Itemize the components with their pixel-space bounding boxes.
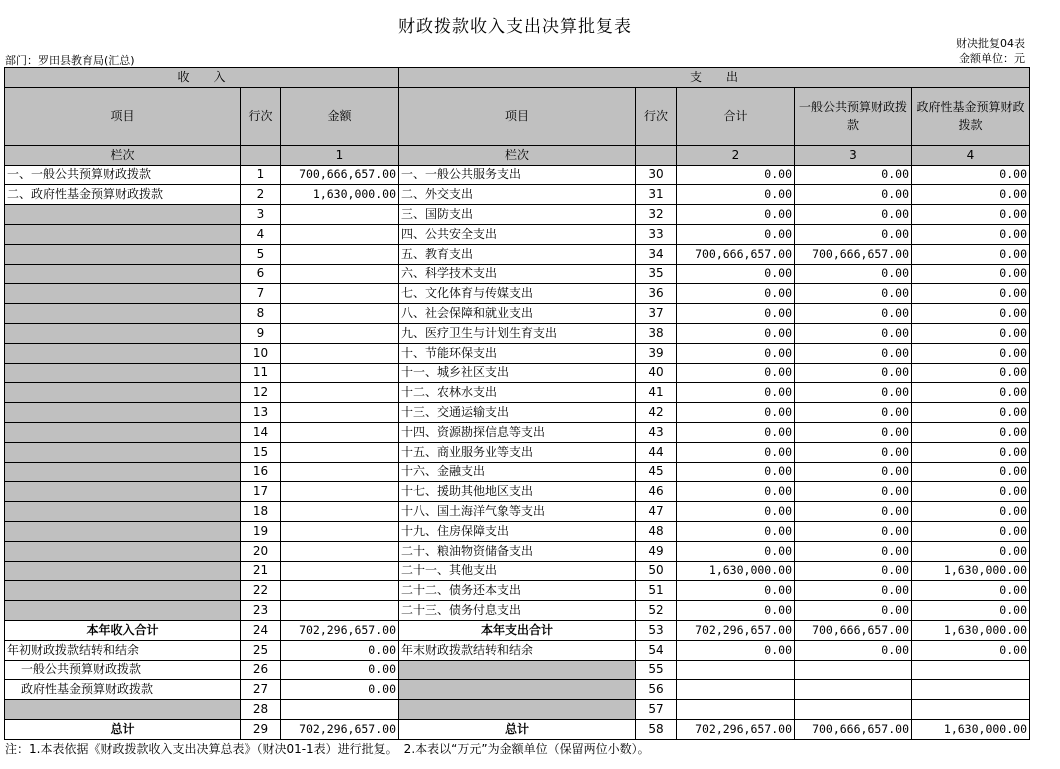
expense-fund-cell: 0.00	[912, 264, 1030, 284]
expense-row-no-cell: 43	[636, 422, 677, 442]
table-row	[5, 383, 1030, 403]
report-meta	[956, 36, 1025, 66]
expense-fund-cell: 0.00	[912, 363, 1030, 383]
income-row-no-cell: 6	[241, 264, 281, 284]
income-amount-cell	[281, 284, 399, 304]
expense-total-cell: 0.00	[677, 521, 795, 541]
expense-row-no-cell: 44	[636, 442, 677, 462]
expense-item-cell: 八、社会保障和就业支出	[399, 304, 636, 324]
expense-item-cell: 十九、住房保障支出	[399, 521, 636, 541]
table-row	[5, 363, 1030, 383]
expense-fund-cell: 0.00	[912, 502, 1030, 522]
income-item-cell	[5, 363, 241, 383]
expense-row-no-cell: 49	[636, 541, 677, 561]
income-row-no-cell: 25	[241, 640, 281, 660]
expense-fund-cell: 0.00	[912, 581, 1030, 601]
expense-total-cell: 1,630,000.00	[677, 561, 795, 581]
expense-fund-cell: 0.00	[912, 383, 1030, 403]
expense-item-cell: 十五、商业服务业等支出	[399, 442, 636, 462]
expense-row-no-cell: 58	[636, 719, 677, 739]
income-amount-cell	[281, 521, 399, 541]
expense-item-cell: 四、公共安全支出	[399, 224, 636, 244]
header-total: 合计	[677, 87, 795, 145]
income-item-cell	[5, 264, 241, 284]
expense-general-cell: 0.00	[795, 422, 912, 442]
column-index-label: 栏次	[5, 145, 241, 165]
form-code: 财决批复04表	[956, 37, 1025, 50]
table-row	[5, 205, 1030, 225]
expense-item-cell: 十四、资源勘探信息等支出	[399, 422, 636, 442]
expense-general-cell: 0.00	[795, 541, 912, 561]
expense-item-cell: 本年支出合计	[399, 620, 636, 640]
income-row-no-cell: 27	[241, 680, 281, 700]
expense-fund-cell: 0.00	[912, 185, 1030, 205]
expense-item-cell	[399, 660, 636, 680]
income-row-no-cell: 17	[241, 482, 281, 502]
income-item-cell	[5, 561, 241, 581]
expense-row-no-cell: 42	[636, 403, 677, 423]
expense-row-no-cell: 39	[636, 343, 677, 363]
column-header-row	[5, 87, 1030, 145]
expense-item-cell: 二十、粮油物资储备支出	[399, 541, 636, 561]
expense-general-cell: 0.00	[795, 581, 912, 601]
expense-item-cell: 十三、交通运输支出	[399, 403, 636, 423]
expense-general-cell: 0.00	[795, 403, 912, 423]
table-row	[5, 620, 1030, 640]
expense-row-no-cell: 57	[636, 700, 677, 720]
income-section-label: 收 入	[5, 68, 399, 88]
approval-table	[4, 67, 1030, 740]
income-row-no-cell: 9	[241, 323, 281, 343]
income-amount-cell	[281, 601, 399, 621]
income-amount-cell: 0.00	[281, 660, 399, 680]
income-row-no-cell: 18	[241, 502, 281, 522]
expense-total-cell: 0.00	[677, 343, 795, 363]
department-label: 部门：罗田县教育局(汇总)	[5, 54, 135, 67]
column-index-4: 4	[912, 145, 1030, 165]
income-amount-cell: 702,296,657.00	[281, 719, 399, 739]
expense-row-no-cell: 34	[636, 244, 677, 264]
expense-item-cell: 一、一般公共服务支出	[399, 165, 636, 185]
income-item-cell	[5, 244, 241, 264]
income-item-cell	[5, 541, 241, 561]
income-item-cell: 一、一般公共预算财政拨款	[5, 165, 241, 185]
expense-total-cell: 0.00	[677, 502, 795, 522]
expense-total-cell: 0.00	[677, 165, 795, 185]
income-row-no-cell: 2	[241, 185, 281, 205]
income-item-cell	[5, 700, 241, 720]
expense-general-cell	[795, 660, 912, 680]
expense-row-no-cell: 53	[636, 620, 677, 640]
table-row	[5, 561, 1030, 581]
expense-general-cell: 0.00	[795, 383, 912, 403]
expense-general-cell: 0.00	[795, 640, 912, 660]
income-item-cell: 一般公共预算财政拨款	[5, 660, 241, 680]
expense-total-cell: 0.00	[677, 541, 795, 561]
income-item-cell	[5, 601, 241, 621]
table-row	[5, 343, 1030, 363]
income-row-no-cell: 3	[241, 205, 281, 225]
header-income-amount: 金额	[281, 87, 399, 145]
expense-general-cell: 0.00	[795, 205, 912, 225]
expense-item-cell: 七、文化体育与传媒支出	[399, 284, 636, 304]
expense-item-cell: 十六、金融支出	[399, 462, 636, 482]
expense-total-cell: 0.00	[677, 581, 795, 601]
table-row	[5, 640, 1030, 660]
expense-row-no-cell: 50	[636, 561, 677, 581]
income-row-no-cell: 4	[241, 224, 281, 244]
expense-fund-cell: 0.00	[912, 422, 1030, 442]
income-row-no-cell: 26	[241, 660, 281, 680]
expense-row-no-cell: 45	[636, 462, 677, 482]
expense-row-no-cell: 30	[636, 165, 677, 185]
expense-section-label: 支 出	[399, 68, 1030, 88]
expense-total-cell: 0.00	[677, 363, 795, 383]
expense-fund-cell: 1,630,000.00	[912, 561, 1030, 581]
column-index-label: 栏次	[399, 145, 636, 165]
expense-total-cell: 0.00	[677, 205, 795, 225]
expense-general-cell: 0.00	[795, 482, 912, 502]
header-income-item: 项目	[5, 87, 241, 145]
expense-total-cell	[677, 680, 795, 700]
income-item-cell	[5, 482, 241, 502]
income-amount-cell	[281, 343, 399, 363]
expense-item-cell: 十一、城乡社区支出	[399, 363, 636, 383]
expense-item-cell	[399, 700, 636, 720]
table-row	[5, 482, 1030, 502]
expense-row-no-cell: 54	[636, 640, 677, 660]
expense-item-cell: 十八、国土海洋气象等支出	[399, 502, 636, 522]
income-row-no-cell: 11	[241, 363, 281, 383]
expense-row-no-cell: 32	[636, 205, 677, 225]
expense-general-cell: 0.00	[795, 264, 912, 284]
expense-row-no-cell: 37	[636, 304, 677, 324]
expense-general-cell: 700,666,657.00	[795, 244, 912, 264]
income-amount-cell	[281, 442, 399, 462]
table-row	[5, 601, 1030, 621]
expense-fund-cell: 0.00	[912, 442, 1030, 462]
expense-total-cell: 0.00	[677, 264, 795, 284]
expense-total-cell: 0.00	[677, 304, 795, 324]
income-row-no-cell: 24	[241, 620, 281, 640]
table-row	[5, 224, 1030, 244]
income-row-no-cell: 19	[241, 521, 281, 541]
table-row	[5, 185, 1030, 205]
income-item-cell	[5, 205, 241, 225]
expense-general-cell: 0.00	[795, 165, 912, 185]
income-row-no-cell: 8	[241, 304, 281, 324]
expense-fund-cell: 0.00	[912, 323, 1030, 343]
header-expense-row: 行次	[636, 87, 677, 145]
income-item-cell	[5, 403, 241, 423]
income-amount-cell	[281, 383, 399, 403]
expense-total-cell	[677, 660, 795, 680]
expense-fund-cell	[912, 700, 1030, 720]
expense-item-cell	[399, 680, 636, 700]
expense-general-cell: 0.00	[795, 561, 912, 581]
expense-fund-cell: 0.00	[912, 482, 1030, 502]
expense-general-cell: 0.00	[795, 363, 912, 383]
income-amount-cell	[281, 323, 399, 343]
expense-row-no-cell: 40	[636, 363, 677, 383]
income-amount-cell	[281, 502, 399, 522]
expense-item-cell: 二十一、其他支出	[399, 561, 636, 581]
header-fund: 政府性基金预算财政拨款	[912, 87, 1030, 145]
expense-total-cell: 0.00	[677, 422, 795, 442]
income-row-no-cell: 10	[241, 343, 281, 363]
income-amount-cell: 0.00	[281, 680, 399, 700]
expense-total-cell: 0.00	[677, 224, 795, 244]
income-item-cell	[5, 224, 241, 244]
table-row	[5, 719, 1030, 739]
section-header-row	[5, 68, 1030, 88]
income-row-no-cell: 29	[241, 719, 281, 739]
expense-row-no-cell: 33	[636, 224, 677, 244]
expense-general-cell	[795, 700, 912, 720]
income-row-no-cell: 7	[241, 284, 281, 304]
income-item-cell: 年初财政拨款结转和结余	[5, 640, 241, 660]
table-row	[5, 502, 1030, 522]
column-index-2: 2	[677, 145, 795, 165]
expense-general-cell: 0.00	[795, 442, 912, 462]
expense-row-no-cell: 56	[636, 680, 677, 700]
expense-total-cell: 0.00	[677, 601, 795, 621]
income-item-cell	[5, 462, 241, 482]
expense-item-cell: 五、教育支出	[399, 244, 636, 264]
expense-row-no-cell: 41	[636, 383, 677, 403]
expense-item-cell: 二、外交支出	[399, 185, 636, 205]
table-row	[5, 165, 1030, 185]
report-title: 财政拨款收入支出决算批复表	[398, 17, 632, 37]
income-amount-cell: 700,666,657.00	[281, 165, 399, 185]
expense-total-cell: 0.00	[677, 462, 795, 482]
income-row-no-cell: 12	[241, 383, 281, 403]
expense-total-cell: 700,666,657.00	[677, 244, 795, 264]
income-item-cell	[5, 323, 241, 343]
header-income-row: 行次	[241, 87, 281, 145]
income-row-no-cell: 21	[241, 561, 281, 581]
header-general: 一般公共预算财政拨款	[795, 87, 912, 145]
expense-fund-cell: 0.00	[912, 541, 1030, 561]
table-row	[5, 422, 1030, 442]
expense-item-cell: 二十二、债务还本支出	[399, 581, 636, 601]
table-row	[5, 581, 1030, 601]
table-row	[5, 541, 1030, 561]
column-index-blank	[636, 145, 677, 165]
table-row	[5, 700, 1030, 720]
income-row-no-cell: 20	[241, 541, 281, 561]
column-index-row	[5, 145, 1030, 165]
income-amount-cell	[281, 304, 399, 324]
income-amount-cell	[281, 462, 399, 482]
income-item-cell: 本年收入合计	[5, 620, 241, 640]
income-amount-cell	[281, 581, 399, 601]
expense-row-no-cell: 51	[636, 581, 677, 601]
expense-total-cell	[677, 700, 795, 720]
income-row-no-cell: 1	[241, 165, 281, 185]
expense-total-cell: 0.00	[677, 323, 795, 343]
income-amount-cell	[281, 482, 399, 502]
expense-row-no-cell: 38	[636, 323, 677, 343]
table-row	[5, 323, 1030, 343]
expense-fund-cell	[912, 680, 1030, 700]
table-row	[5, 403, 1030, 423]
expense-fund-cell: 0.00	[912, 601, 1030, 621]
expense-fund-cell: 0.00	[912, 205, 1030, 225]
expense-item-cell: 总计	[399, 719, 636, 739]
income-item-cell	[5, 442, 241, 462]
expense-fund-cell: 0.00	[912, 244, 1030, 264]
income-amount-cell	[281, 264, 399, 284]
table-row	[5, 680, 1030, 700]
income-item-cell: 政府性基金预算财政拨款	[5, 680, 241, 700]
footnote: 注：1.本表依据《财政拨款收入支出决算总表》（财决01-1表）进行批复。 2.本表以“万元”为金额单位（保留两位小数）。	[5, 742, 650, 756]
expense-row-no-cell: 52	[636, 601, 677, 621]
income-item-cell	[5, 284, 241, 304]
table-row	[5, 284, 1030, 304]
income-amount-cell	[281, 403, 399, 423]
income-row-no-cell: 22	[241, 581, 281, 601]
amount-unit: 金额单位：元	[959, 52, 1025, 65]
expense-total-cell: 702,296,657.00	[677, 719, 795, 739]
expense-total-cell: 0.00	[677, 482, 795, 502]
income-row-no-cell: 14	[241, 422, 281, 442]
expense-general-cell: 0.00	[795, 343, 912, 363]
expense-general-cell: 700,666,657.00	[795, 719, 912, 739]
table-row	[5, 442, 1030, 462]
income-item-cell	[5, 422, 241, 442]
expense-row-no-cell: 47	[636, 502, 677, 522]
expense-general-cell: 700,666,657.00	[795, 620, 912, 640]
expense-general-cell: 0.00	[795, 601, 912, 621]
table-row	[5, 660, 1030, 680]
expense-general-cell	[795, 680, 912, 700]
expense-row-no-cell: 48	[636, 521, 677, 541]
income-item-cell	[5, 521, 241, 541]
expense-general-cell: 0.00	[795, 224, 912, 244]
income-amount-cell: 0.00	[281, 640, 399, 660]
expense-total-cell: 0.00	[677, 442, 795, 462]
expense-total-cell: 702,296,657.00	[677, 620, 795, 640]
income-amount-cell	[281, 700, 399, 720]
income-amount-cell: 1,630,000.00	[281, 185, 399, 205]
expense-row-no-cell: 35	[636, 264, 677, 284]
income-amount-cell	[281, 363, 399, 383]
income-row-no-cell: 13	[241, 403, 281, 423]
income-item-cell	[5, 343, 241, 363]
expense-fund-cell: 1,630,000.00	[912, 719, 1030, 739]
income-amount-cell	[281, 224, 399, 244]
income-amount-cell: 702,296,657.00	[281, 620, 399, 640]
income-amount-cell	[281, 205, 399, 225]
expense-general-cell: 0.00	[795, 284, 912, 304]
column-index-3: 3	[795, 145, 912, 165]
expense-fund-cell: 0.00	[912, 521, 1030, 541]
table-row	[5, 304, 1030, 324]
column-index-blank	[241, 145, 281, 165]
income-row-no-cell: 15	[241, 442, 281, 462]
income-amount-cell	[281, 561, 399, 581]
table-row	[5, 462, 1030, 482]
income-amount-cell	[281, 541, 399, 561]
income-item-cell	[5, 581, 241, 601]
income-row-no-cell: 5	[241, 244, 281, 264]
expense-item-cell: 十、节能环保支出	[399, 343, 636, 363]
expense-row-no-cell: 46	[636, 482, 677, 502]
income-item-cell	[5, 383, 241, 403]
table-row	[5, 244, 1030, 264]
expense-total-cell: 0.00	[677, 185, 795, 205]
expense-total-cell: 0.00	[677, 640, 795, 660]
expense-general-cell: 0.00	[795, 462, 912, 482]
income-item-cell: 二、政府性基金预算财政拨款	[5, 185, 241, 205]
expense-total-cell: 0.00	[677, 403, 795, 423]
income-amount-cell	[281, 244, 399, 264]
expense-item-cell: 三、国防支出	[399, 205, 636, 225]
expense-fund-cell: 0.00	[912, 640, 1030, 660]
expense-fund-cell: 1,630,000.00	[912, 620, 1030, 640]
income-row-no-cell: 16	[241, 462, 281, 482]
expense-general-cell: 0.00	[795, 304, 912, 324]
header-expense-item: 项目	[399, 87, 636, 145]
expense-general-cell: 0.00	[795, 502, 912, 522]
expense-fund-cell: 0.00	[912, 304, 1030, 324]
expense-general-cell: 0.00	[795, 323, 912, 343]
table-row	[5, 521, 1030, 541]
income-item-cell	[5, 502, 241, 522]
expense-item-cell: 二十三、债务付息支出	[399, 601, 636, 621]
expense-fund-cell: 0.00	[912, 462, 1030, 482]
expense-total-cell: 0.00	[677, 383, 795, 403]
expense-row-no-cell: 36	[636, 284, 677, 304]
income-row-no-cell: 28	[241, 700, 281, 720]
expense-row-no-cell: 31	[636, 185, 677, 205]
expense-fund-cell: 0.00	[912, 165, 1030, 185]
expense-item-cell: 十二、农林水支出	[399, 383, 636, 403]
column-index-1: 1	[281, 145, 399, 165]
expense-general-cell: 0.00	[795, 521, 912, 541]
expense-fund-cell: 0.00	[912, 343, 1030, 363]
expense-item-cell: 年末财政拨款结转和结余	[399, 640, 636, 660]
income-amount-cell	[281, 422, 399, 442]
expense-item-cell: 九、医疗卫生与计划生育支出	[399, 323, 636, 343]
expense-item-cell: 六、科学技术支出	[399, 264, 636, 284]
income-item-cell	[5, 304, 241, 324]
table-row	[5, 264, 1030, 284]
expense-general-cell: 0.00	[795, 185, 912, 205]
income-item-cell: 总计	[5, 719, 241, 739]
expense-fund-cell: 0.00	[912, 284, 1030, 304]
expense-total-cell: 0.00	[677, 284, 795, 304]
expense-row-no-cell: 55	[636, 660, 677, 680]
expense-fund-cell: 0.00	[912, 224, 1030, 244]
expense-fund-cell	[912, 660, 1030, 680]
expense-item-cell: 十七、援助其他地区支出	[399, 482, 636, 502]
expense-fund-cell: 0.00	[912, 403, 1030, 423]
income-row-no-cell: 23	[241, 601, 281, 621]
